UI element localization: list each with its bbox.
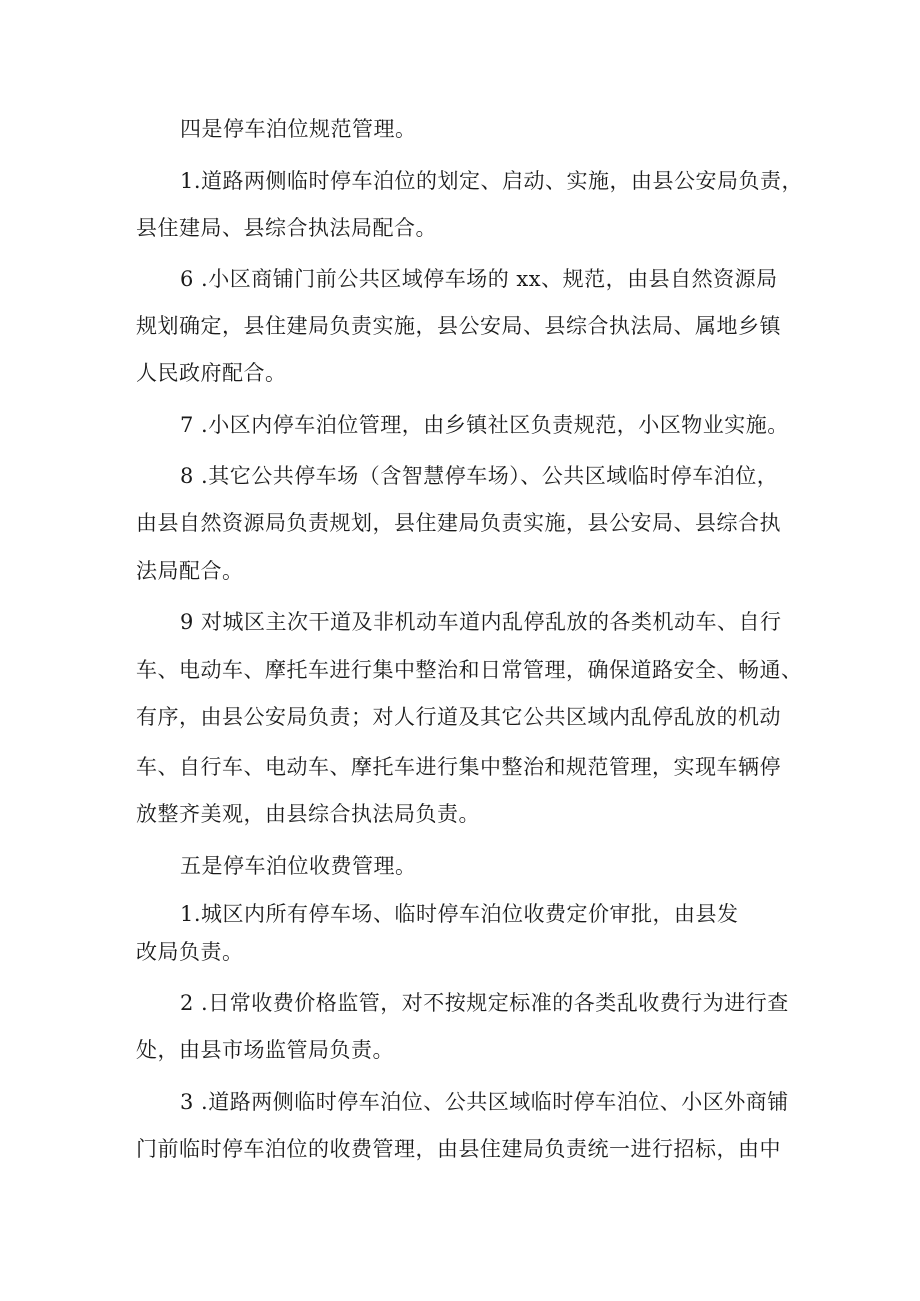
paragraph-line: 车、电动车、摩托车进行集中整治和日常管理，确保道路安全、畅通、 <box>136 658 803 682</box>
paragraph-line: 处，由县市场监管局负责。 <box>136 1038 394 1062</box>
paragraph-line: 6 .小区商铺门前公共区域停车场的 xx、规范，由县自然资源局 <box>180 267 778 291</box>
paragraph-line: 3 .道路两侧临时停车泊位、公共区域临时停车泊位、小区外商铺 <box>180 1090 789 1114</box>
paragraph-line: 由县自然资源局负责规划，县住建局负责实施，县公安局、县综合执 <box>136 511 781 535</box>
heading-line: 五是停车泊位收费管理。 <box>180 854 417 878</box>
paragraph-line: 放整齐美观，由县综合执法局负责。 <box>136 802 480 826</box>
paragraph-line: 1.道路两侧临时停车泊位的划定、启动、实施，由县公安局负责， <box>180 169 804 193</box>
paragraph-line: 8 .其它公共停车场（含智慧停车场）、公共区域临时停车泊位， <box>180 464 779 488</box>
paragraph-line: 9 对城区主次干道及非机动车道内乱停乱放的各类机动车、自行 <box>180 610 782 634</box>
paragraph-line: 规划确定，县住建局负责实施，县公安局、县综合执法局、属地乡镇 <box>136 314 781 338</box>
paragraph-line: 门前临时停车泊位的收费管理，由县住建局负责统一进行招标，由中 <box>136 1137 781 1161</box>
paragraph-line: 车、自行车、电动车、摩托车进行集中整治和规范管理，实现车辆停 <box>136 755 781 779</box>
paragraph-line: 7 .小区内停车泊位管理，由乡镇社区负责规范，小区物业实施。 <box>180 413 789 437</box>
paragraph-line: 法局配合。 <box>136 559 244 583</box>
paragraph-line: 改局负责。 <box>136 940 244 964</box>
paragraph-line: 1.城区内所有停车场、临时停车泊位收费定价审批，由县发 <box>180 902 739 926</box>
paragraph-line: 人民政府配合。 <box>136 361 287 385</box>
paragraph-line: 有序，由县公安局负责；对人行道及其它公共区域内乱停乱放的机动 <box>136 705 781 729</box>
paragraph-line: 县住建局、县综合执法局配合。 <box>136 216 437 240</box>
paragraph-line: 2 .日常收费价格监管，对不按规定标准的各类乱收费行为进行查 <box>180 991 789 1015</box>
heading-line: 四是停车泊位规范管理。 <box>180 117 417 141</box>
